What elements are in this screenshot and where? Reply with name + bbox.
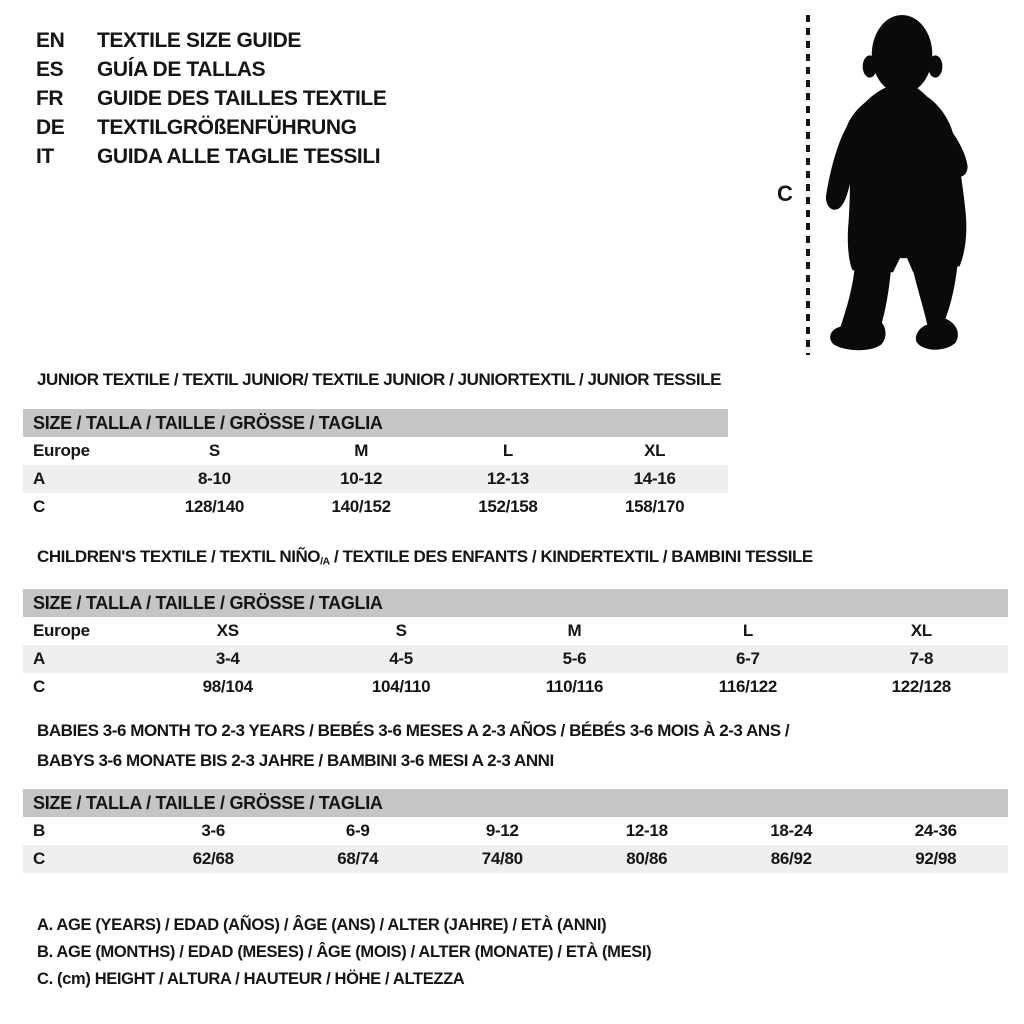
row-label: B	[33, 821, 45, 840]
language-title: TEXTILGRÖßENFÜHRUNG	[97, 116, 357, 139]
size-cell: L	[502, 441, 513, 460]
size-table	[23, 617, 1008, 701]
section-heading-line	[37, 746, 789, 776]
size-cell: 128/140	[184, 497, 245, 516]
size-cell: 74/80	[481, 849, 523, 868]
size-cell: 68/74	[337, 849, 379, 868]
size-cell: 12-18	[625, 821, 668, 840]
language-row	[36, 84, 386, 113]
table-row	[23, 845, 1008, 873]
babies-section-heading	[37, 716, 789, 776]
row-label: C	[33, 497, 45, 516]
row-label: Europe	[33, 441, 90, 460]
size-cell: 8-10	[197, 469, 231, 488]
size-cell: 18-24	[770, 821, 813, 840]
size-cell: 116/122	[718, 677, 778, 696]
row-label: A	[33, 649, 45, 668]
heading-text: CHILDREN'S TEXTILE / TEXTIL NIÑO	[37, 547, 321, 566]
legend-line: A. AGE (YEARS) / EDAD (AÑOS) / ÂGE (ANS) / ALTER (JAHRE) / ETÀ (ANNI)	[37, 916, 607, 934]
size-cell: 12-13	[486, 469, 529, 488]
language-row	[36, 26, 386, 55]
row-label: A	[33, 469, 45, 488]
language-title: TEXTILE SIZE GUIDE	[97, 29, 301, 52]
size-cell: 104/110	[371, 677, 431, 696]
height-dotted-line	[806, 15, 810, 355]
row-label: C	[33, 849, 45, 868]
size-cell: 86/92	[770, 849, 812, 868]
table-row	[23, 465, 728, 493]
size-cell: XL	[910, 621, 932, 640]
size-cell: 98/104	[202, 677, 253, 696]
table-row	[23, 645, 1008, 673]
size-header-band: SIZE / TALLA / TAILLE / GRÖSSE / TAGLIA	[23, 589, 1008, 617]
size-cell: XL	[644, 441, 666, 460]
size-cell: 3-4	[215, 649, 240, 668]
size-cell: XS	[216, 621, 239, 640]
children-section-heading	[37, 542, 813, 577]
size-header-band: SIZE / TALLA / TAILLE / GRÖSSE / TAGLIA	[23, 789, 1008, 817]
language-title: GUIDA ALLE TAGLIE TESSILI	[97, 145, 381, 168]
size-table	[23, 817, 1008, 873]
size-cell: 6-9	[345, 821, 370, 840]
size-cell: 152/158	[478, 497, 538, 516]
size-cell: 4-5	[389, 649, 413, 668]
language-row	[36, 142, 386, 171]
size-cell: L	[742, 621, 753, 640]
table-row	[23, 437, 728, 465]
size-cell: 24-36	[914, 821, 957, 840]
size-cell: S	[208, 441, 220, 460]
table-row	[23, 617, 1008, 645]
language-code: DE	[36, 116, 65, 139]
language-list	[36, 26, 386, 171]
language-code: ES	[36, 58, 64, 81]
section-heading-line	[37, 365, 721, 395]
size-cell: 158/170	[624, 497, 685, 516]
heading-text: / TEXTILE DES ENFANTS / KINDERTEXTIL / BAMBINI TESSILE	[329, 547, 813, 566]
row-label: C	[33, 677, 45, 696]
heading-text: BABYS 3-6 MONATE BIS 2-3 JAHRE / BAMBINI 3-6 MESI A 2-3 ANNI	[37, 751, 554, 770]
language-row	[36, 113, 386, 142]
size-cell: 14-16	[633, 469, 676, 488]
size-cell: 80/86	[626, 849, 668, 868]
size-header-band: SIZE / TALLA / TAILLE / GRÖSSE / TAGLIA	[23, 409, 728, 437]
height-marker-label: C	[777, 181, 793, 206]
size-cell: 122/128	[891, 677, 951, 696]
language-code: EN	[36, 29, 65, 52]
language-code: IT	[36, 145, 54, 168]
legend-line: C. (cm) HEIGHT / ALTURA / HAUTEUR / HÖHE / ALTEZZA	[37, 970, 465, 988]
language-code: FR	[36, 87, 64, 110]
size-cell: 110/116	[545, 677, 604, 696]
size-cell: 6-7	[736, 649, 760, 668]
heading-text: BABIES 3-6 MONTH TO 2-3 YEARS / BEBÉS 3-6 MESES A 2-3 AÑOS / BÉBÉS 3-6 MOIS À 2-3 ANS /	[37, 721, 790, 740]
size-cell: 5-6	[562, 649, 587, 668]
size-cell: M	[567, 621, 582, 640]
size-table	[23, 437, 728, 521]
section-heading-line	[37, 542, 813, 577]
size-cell: 62/68	[192, 849, 234, 868]
toddler-silhouette-image	[821, 10, 975, 358]
size-cell: 140/152	[331, 497, 391, 516]
section-heading-line	[37, 716, 789, 746]
size-cell: S	[395, 621, 407, 640]
size-cell: 9-12	[485, 821, 519, 840]
size-cell: 7-8	[909, 649, 934, 668]
language-title: GUÍA DE TALLAS	[97, 58, 266, 81]
heading-text: JUNIOR TEXTILE / TEXTIL JUNIOR/ TEXTILE JUNIOR / JUNIORTEXTIL / JUNIOR TESSILE	[37, 370, 722, 389]
junior-size-table	[23, 409, 728, 521]
table-row	[23, 817, 1008, 845]
language-row	[36, 55, 386, 84]
language-title: GUIDE DES TAILLES TEXTILE	[97, 87, 387, 110]
junior-section-heading	[37, 365, 721, 395]
table-row	[23, 493, 728, 521]
legend-line: B. AGE (MONTHS) / EDAD (MESES) / ÂGE (MOIS) / ALTER (MONATE) / ETÀ (MESI)	[37, 943, 652, 961]
heading-subscript: /A	[320, 555, 330, 568]
babies-size-table	[23, 789, 1008, 873]
table-row	[23, 673, 1008, 701]
size-cell: 92/98	[915, 849, 957, 868]
size-cell: 3-6	[201, 821, 226, 840]
children-size-table	[23, 589, 1008, 701]
row-label: Europe	[33, 621, 90, 640]
size-cell: 10-12	[340, 469, 383, 488]
size-cell: M	[354, 441, 369, 460]
measurement-legend	[37, 912, 651, 993]
